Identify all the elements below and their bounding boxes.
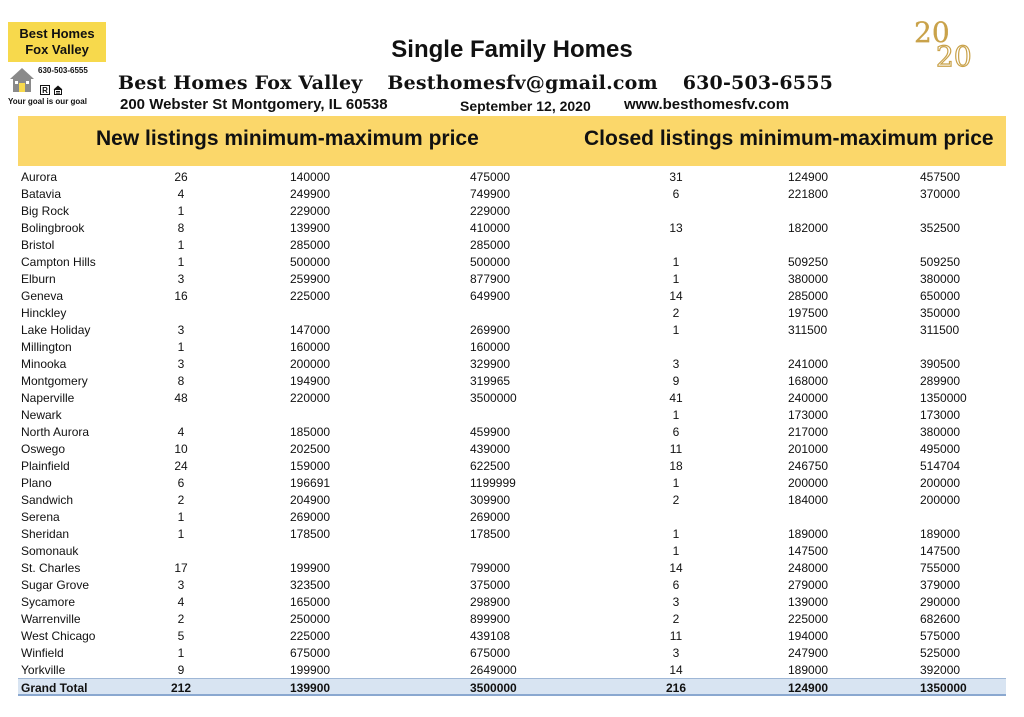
cell-closed-count: 1 — [672, 323, 680, 337]
table-row — [18, 542, 1006, 559]
table-row — [18, 661, 1006, 678]
cell-closed-max-price: 495000 — [920, 442, 961, 456]
grand-total-row — [18, 678, 1006, 696]
cell-closed-count: 1 — [672, 408, 680, 422]
table-row — [18, 610, 1006, 627]
cell-closed-min-price: 380000 — [788, 272, 829, 286]
cell-new-count: 1 — [177, 255, 185, 269]
cell-closed-count: 14 — [669, 561, 683, 575]
year-bottom: 20 — [936, 40, 972, 68]
cell-closed-count: 3 — [672, 357, 680, 371]
cell-closed-count: 3 — [672, 595, 680, 609]
cell-closed-min-price: 246750 — [788, 459, 829, 473]
cell-closed-min-price: 168000 — [788, 374, 829, 388]
table-row — [18, 236, 1006, 253]
table-row — [18, 406, 1006, 423]
cell-new-max-price: 622500 — [470, 459, 511, 473]
cell-closed-max-price: 380000 — [920, 272, 961, 286]
cell-new-count: 16 — [174, 289, 188, 303]
logo-line1: Best Homes — [19, 26, 95, 41]
cell-city: Campton Hills — [21, 255, 96, 269]
year-2020-badge — [910, 16, 974, 68]
cell-new-count: 24 — [174, 459, 188, 473]
cell-closed-count: 2 — [672, 493, 680, 507]
cell-new-count: 5 — [177, 629, 185, 643]
cell-new-min-price: 139900 — [290, 221, 331, 235]
table-row — [18, 253, 1006, 270]
cell-new-max-price: 2649000 — [470, 663, 517, 677]
table-row — [18, 491, 1006, 508]
cell-new-min-price: 139900 — [290, 681, 331, 695]
logo-tagline: Your goal is our goal — [8, 97, 87, 106]
cell-closed-max-price: 392000 — [920, 663, 961, 677]
cell-new-max-price: 229000 — [470, 204, 511, 218]
cell-new-min-price: 500000 — [290, 255, 331, 269]
cell-city: Montgomery — [21, 374, 88, 388]
cell-closed-min-price: 217000 — [788, 425, 829, 439]
cell-new-max-price: 269900 — [470, 323, 511, 337]
table-row — [18, 338, 1006, 355]
year-top: 20 — [914, 16, 950, 49]
cell-new-min-price: 675000 — [290, 646, 331, 660]
table-row — [18, 593, 1006, 610]
cell-new-max-price: 649900 — [470, 289, 511, 303]
cell-closed-min-price: 182000 — [788, 221, 829, 235]
table-row — [18, 304, 1006, 321]
cell-city: Bolingbrook — [21, 221, 85, 235]
cell-new-count: 1 — [177, 204, 185, 218]
table-row — [18, 287, 1006, 304]
realtor-icon — [40, 85, 50, 95]
cell-closed-max-price: 200000 — [920, 493, 961, 507]
table-row — [18, 168, 1006, 185]
cell-new-max-price: 178500 — [470, 527, 511, 541]
logo-line2: Fox Valley — [25, 42, 89, 57]
cell-new-min-price: 159000 — [290, 459, 331, 473]
cell-city: Plano — [21, 476, 52, 490]
brand-phone: 630-503-6555 — [682, 72, 834, 94]
cell-closed-max-price: 189000 — [920, 527, 961, 541]
cell-new-count: 3 — [177, 272, 185, 286]
cell-new-count: 2 — [177, 612, 185, 626]
cell-new-min-price: 165000 — [290, 595, 331, 609]
cell-closed-max-price: 1350000 — [920, 391, 967, 405]
cell-closed-max-price: 682600 — [920, 612, 961, 626]
cell-new-max-price: 160000 — [470, 340, 511, 354]
cell-closed-count: 13 — [669, 221, 683, 235]
cell-closed-count: 31 — [669, 170, 683, 184]
cell-new-min-price: 225000 — [290, 289, 331, 303]
cell-new-min-price: 196691 — [290, 476, 331, 490]
cell-closed-max-price: 350000 — [920, 306, 961, 320]
cell-new-min-price: 204900 — [290, 493, 331, 507]
cell-closed-max-price: 575000 — [920, 629, 961, 643]
cell-city: Geneva — [21, 289, 64, 303]
cell-new-min-price: 199900 — [290, 561, 331, 575]
cell-closed-max-price: 650000 — [920, 289, 961, 303]
cell-new-max-price: 899900 — [470, 612, 511, 626]
brand-email: Besthomesfv@gmail.com — [387, 72, 658, 94]
cell-new-min-price: 199900 — [290, 663, 331, 677]
cell-closed-max-price: 509250 — [920, 255, 961, 269]
table-row — [18, 321, 1006, 338]
cell-closed-min-price: 221800 — [788, 187, 829, 201]
cell-new-min-price: 250000 — [290, 612, 331, 626]
cell-closed-count: 11 — [669, 442, 683, 456]
cell-city: Elburn — [21, 272, 56, 286]
cell-new-max-price: 439108 — [470, 629, 511, 643]
cell-new-count: 4 — [177, 425, 185, 439]
cell-closed-max-price: 352500 — [920, 221, 961, 235]
cell-new-min-price: 220000 — [290, 391, 331, 405]
cell-new-min-price: 160000 — [290, 340, 331, 354]
cell-city: Batavia — [21, 187, 62, 201]
cell-closed-min-price: 189000 — [788, 527, 829, 541]
cell-city: Lake Holiday — [21, 323, 91, 337]
cell-new-max-price: 439000 — [470, 442, 511, 456]
cell-closed-min-price: 124900 — [788, 170, 829, 184]
cell-new-count: 8 — [177, 374, 185, 388]
cell-new-count: 26 — [174, 170, 188, 184]
table-row — [18, 457, 1006, 474]
cell-city: Millington — [21, 340, 72, 354]
table-row — [18, 270, 1006, 287]
cell-new-count: 3 — [177, 357, 185, 371]
cell-closed-min-price: 184000 — [788, 493, 829, 507]
page-title: Single Family Homes — [391, 36, 633, 63]
cell-closed-min-price: 509250 — [788, 255, 829, 269]
cell-closed-max-price: 311500 — [920, 323, 960, 337]
table-row — [18, 576, 1006, 593]
cell-closed-min-price: 201000 — [788, 442, 829, 456]
cell-closed-max-price: 290000 — [920, 595, 961, 609]
cell-closed-max-price: 390500 — [920, 357, 961, 371]
cell-new-count: 4 — [177, 187, 185, 201]
cell-city: Sandwich — [21, 493, 74, 507]
cell-closed-min-price: 147500 — [788, 544, 829, 558]
cell-new-max-price: 3500000 — [470, 681, 517, 695]
cell-closed-count: 6 — [672, 578, 680, 592]
table-row — [18, 423, 1006, 440]
cell-new-max-price: 410000 — [470, 221, 511, 235]
cell-city: Minooka — [21, 357, 67, 371]
cell-closed-count: 1 — [672, 544, 680, 558]
cell-closed-count: 2 — [672, 306, 680, 320]
cell-new-count: 1 — [177, 340, 185, 354]
cell-new-count: 1 — [177, 238, 185, 252]
cell-new-count: 8 — [177, 221, 185, 235]
cell-new-max-price: 799000 — [470, 561, 511, 575]
cell-city: Big Rock — [21, 204, 70, 218]
table-row — [18, 372, 1006, 389]
cell-new-min-price: 285000 — [290, 238, 331, 252]
cell-new-count: 3 — [177, 323, 185, 337]
cell-city: Sugar Grove — [21, 578, 90, 592]
cell-new-min-price: 140000 — [290, 170, 331, 184]
cell-new-max-price: 1199999 — [470, 476, 516, 490]
table-row — [18, 559, 1006, 576]
table-row — [18, 185, 1006, 202]
table-row — [18, 627, 1006, 644]
cell-new-count: 1 — [177, 646, 185, 660]
office-address: 200 Webster St Montgomery, IL 60538 — [120, 96, 388, 113]
cell-closed-count: 41 — [669, 391, 683, 405]
cell-new-max-price: 309900 — [470, 493, 511, 507]
cell-city: Naperville — [21, 391, 75, 405]
cell-closed-count: 1 — [672, 272, 680, 286]
cell-closed-max-price: 173000 — [920, 408, 961, 422]
cell-closed-count: 14 — [669, 663, 683, 677]
cell-city: West Chicago — [21, 629, 96, 643]
cell-city: Oswego — [21, 442, 66, 456]
cell-new-count: 1 — [177, 527, 185, 541]
cell-city: Warrenville — [21, 612, 81, 626]
cell-new-min-price: 225000 — [290, 629, 331, 643]
website-link[interactable]: www.besthomesfv.com — [624, 96, 790, 113]
cell-new-count: 3 — [177, 578, 185, 592]
brand-name: Best Homes Fox Valley — [118, 72, 363, 94]
cell-closed-min-price: 200000 — [788, 476, 829, 490]
cell-closed-min-price: 225000 — [788, 612, 829, 626]
cell-closed-max-price: 289900 — [920, 374, 961, 388]
cell-closed-min-price: 124900 — [788, 681, 829, 695]
cell-city: Sycamore — [21, 595, 76, 609]
cell-new-max-price: 3500000 — [470, 391, 517, 405]
cell-city: Bristol — [21, 238, 55, 252]
cell-closed-min-price: 173000 — [788, 408, 829, 422]
brand-logo — [8, 22, 106, 106]
cell-city: St. Charles — [21, 561, 81, 575]
cell-closed-max-price: 755000 — [920, 561, 961, 575]
cell-new-min-price: 185000 — [290, 425, 331, 439]
cell-new-max-price: 298900 — [470, 595, 511, 609]
cell-closed-count: 6 — [672, 187, 680, 201]
cell-new-count: 4 — [177, 595, 185, 609]
cell-city: Hinckley — [21, 306, 67, 320]
cell-closed-min-price: 241000 — [788, 357, 829, 371]
cell-new-min-price: 147000 — [290, 323, 331, 337]
cell-closed-min-price: 197500 — [788, 306, 829, 320]
cell-new-min-price: 178500 — [290, 527, 331, 541]
table-row — [18, 508, 1006, 525]
table-row — [18, 644, 1006, 661]
cell-closed-count: 1 — [672, 527, 680, 541]
cell-new-min-price: 249900 — [290, 187, 331, 201]
cell-closed-count: 14 — [669, 289, 683, 303]
cell-city: Newark — [21, 408, 62, 422]
cell-closed-count: 1 — [672, 255, 680, 269]
cell-closed-min-price: 247900 — [788, 646, 829, 660]
cell-new-max-price: 749900 — [470, 187, 511, 201]
cell-city: Sheridan — [21, 527, 70, 541]
cell-city: Winfield — [21, 646, 64, 660]
cell-closed-count: 1 — [672, 476, 680, 490]
cell-new-count: 10 — [174, 442, 188, 456]
cell-new-count: 17 — [174, 561, 188, 575]
table-row — [18, 474, 1006, 491]
cell-closed-min-price: 248000 — [788, 561, 829, 575]
house-icon — [8, 66, 36, 94]
cell-closed-max-price: 200000 — [920, 476, 961, 490]
listings-table — [18, 168, 1006, 696]
cell-new-max-price: 285000 — [470, 238, 511, 252]
cell-closed-max-price: 147500 — [920, 544, 961, 558]
cell-closed-max-price: 514704 — [920, 459, 961, 473]
table-row — [18, 355, 1006, 372]
cell-closed-min-price: 240000 — [788, 391, 829, 405]
cell-new-count: 2 — [177, 493, 185, 507]
cell-new-count: 6 — [177, 476, 185, 490]
table-row — [18, 525, 1006, 542]
cell-closed-count: 216 — [665, 681, 687, 695]
cell-new-min-price: 202500 — [290, 442, 331, 456]
logo-phone: 630-503-6555 — [38, 65, 88, 75]
cell-new-min-price: 194900 — [290, 374, 331, 388]
cell-new-max-price: 269000 — [470, 510, 511, 524]
cell-city: North Aurora — [21, 425, 90, 439]
new-listings-header: New listings minimum-maximum price — [96, 127, 479, 150]
cell-new-max-price: 329900 — [470, 357, 511, 371]
cell-closed-count: 3 — [672, 646, 680, 660]
cell-new-count: 48 — [174, 391, 188, 405]
cell-new-count: 1 — [177, 510, 185, 524]
cell-closed-count: 18 — [669, 459, 683, 473]
cell-new-count: 9 — [177, 663, 185, 677]
cell-closed-max-price: 380000 — [920, 425, 961, 439]
cell-closed-min-price: 311500 — [788, 323, 828, 337]
cell-new-min-price: 269000 — [290, 510, 331, 524]
brand-line — [118, 72, 851, 94]
cell-new-max-price: 500000 — [470, 255, 511, 269]
cell-closed-max-price: 370000 — [920, 187, 961, 201]
table-row — [18, 389, 1006, 406]
cell-new-max-price: 459900 — [470, 425, 511, 439]
cell-city: Serena — [21, 510, 60, 524]
cell-closed-min-price: 285000 — [788, 289, 829, 303]
cell-new-min-price: 200000 — [290, 357, 331, 371]
cell-city: Somonauk — [21, 544, 79, 558]
logo-row — [8, 65, 106, 95]
equal-housing-icon — [53, 85, 63, 95]
cell-closed-min-price: 279000 — [788, 578, 829, 592]
cell-closed-count: 6 — [672, 425, 680, 439]
cell-closed-count: 11 — [669, 629, 683, 643]
table-row — [18, 202, 1006, 219]
cell-city: Plainfield — [21, 459, 70, 473]
table-row — [18, 219, 1006, 236]
cell-new-max-price: 319965 — [470, 374, 511, 388]
cell-new-max-price: 375000 — [470, 578, 511, 592]
cell-closed-max-price: 525000 — [920, 646, 961, 660]
report-date: September 12, 2020 — [460, 98, 591, 114]
cell-new-min-price: 229000 — [290, 204, 331, 218]
cell-new-min-price: 259900 — [290, 272, 331, 286]
cell-new-max-price: 675000 — [470, 646, 511, 660]
cell-closed-count: 2 — [672, 612, 680, 626]
cell-closed-count: 9 — [672, 374, 680, 388]
closed-listings-header: Closed listings minimum-maximum price — [584, 127, 994, 150]
cell-city: Grand Total — [21, 681, 88, 695]
table-row — [18, 440, 1006, 457]
cell-new-max-price: 475000 — [470, 170, 511, 184]
cell-closed-min-price: 189000 — [788, 663, 829, 677]
cell-new-count: 212 — [170, 681, 192, 695]
cell-city: Yorkville — [21, 663, 66, 677]
cell-new-min-price: 323500 — [290, 578, 331, 592]
cell-new-max-price: 877900 — [470, 272, 511, 286]
cell-closed-max-price: 379000 — [920, 578, 961, 592]
cell-city: Aurora — [21, 170, 58, 184]
cell-closed-min-price: 139000 — [788, 595, 829, 609]
svg-text:R: R — [42, 85, 48, 95]
cell-closed-max-price: 1350000 — [920, 681, 967, 695]
cell-closed-min-price: 194000 — [788, 629, 829, 643]
cell-closed-max-price: 457500 — [920, 170, 961, 184]
